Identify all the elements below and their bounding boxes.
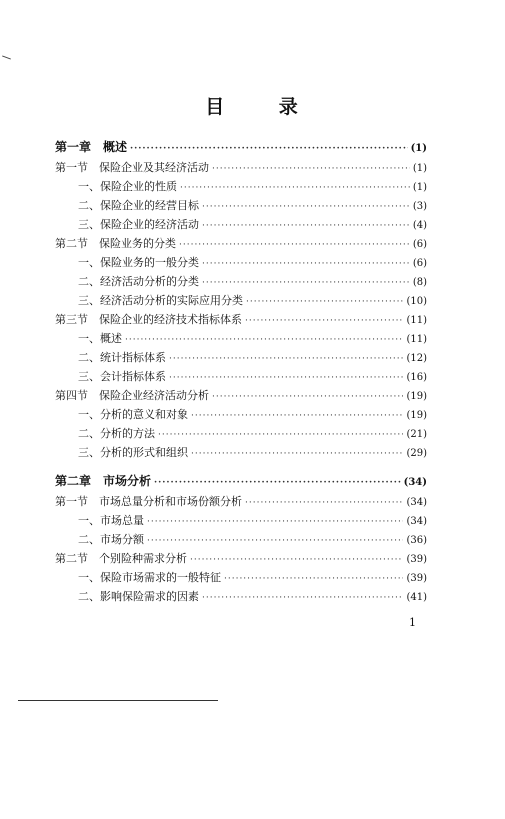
- toc-entry-page: (39): [406, 554, 427, 565]
- toc-entry-title: 三、经济活动分析的实际应用分类: [78, 294, 243, 307]
- toc-item[interactable]: [55, 330, 427, 349]
- toc-entry-title: 三、会计指标体系: [78, 370, 166, 383]
- toc-item[interactable]: [55, 349, 427, 368]
- dot-leader: [212, 392, 403, 402]
- toc-section[interactable]: [55, 387, 427, 406]
- dot-leader: [158, 430, 403, 440]
- dot-leader: [202, 259, 410, 269]
- toc-entry-page: (6): [412, 239, 427, 250]
- toc-item[interactable]: [55, 444, 427, 463]
- toc-item[interactable]: [55, 197, 427, 216]
- toc-item[interactable]: [55, 406, 427, 425]
- dot-leader: [202, 593, 403, 603]
- toc-entry-page: (41): [406, 592, 427, 603]
- toc-entry-title: 第一节 保险企业及其经济活动: [55, 161, 209, 174]
- toc-entry-page: (1): [410, 143, 427, 154]
- dot-leader: [212, 164, 410, 174]
- page-title: 目 录: [205, 96, 322, 118]
- toc-item[interactable]: [55, 512, 427, 531]
- dot-leader: [180, 183, 410, 193]
- dot-leader: [169, 373, 403, 383]
- toc-item[interactable]: [55, 254, 427, 273]
- toc-entry-page: (1): [412, 182, 427, 193]
- toc-entry-title: 一、保险市场需求的一般特征: [78, 571, 221, 584]
- dot-leader: [191, 411, 403, 421]
- toc-item[interactable]: [55, 368, 427, 387]
- toc-entry-page: (11): [406, 315, 427, 326]
- toc-entry-title: 二、统计指标体系: [78, 351, 166, 364]
- toc-entry-title: 一、保险业务的一般分类: [78, 256, 199, 269]
- toc-item[interactable]: [55, 178, 427, 197]
- toc-item[interactable]: [55, 569, 427, 588]
- dot-leader: [224, 574, 403, 584]
- toc-entry-title: 三、分析的形式和组织: [78, 446, 188, 459]
- toc-entry-title: 第二节 个别险种需求分析: [55, 552, 187, 565]
- scan-mark: [2, 55, 11, 59]
- toc-entry-title: 一、保险企业的性质: [78, 180, 177, 193]
- toc-section[interactable]: [55, 311, 427, 330]
- dot-leader: [147, 536, 403, 546]
- dot-leader: [191, 449, 403, 459]
- toc-entry-title: 二、影响保险需求的因素: [78, 590, 199, 603]
- dot-leader: [246, 297, 403, 307]
- toc-entry-page: (39): [406, 573, 427, 584]
- toc-entry-page: (19): [406, 410, 427, 421]
- table-of-contents: [55, 138, 427, 607]
- page-number: 1: [409, 616, 416, 629]
- toc-entry-page: (8): [412, 277, 427, 288]
- toc-entry-title: 第一节 市场总量分析和市场份额分析: [55, 495, 242, 508]
- dot-leader: [154, 478, 401, 488]
- toc-section[interactable]: [55, 159, 427, 178]
- dot-leader: [202, 278, 410, 288]
- toc-section[interactable]: [55, 493, 427, 512]
- toc-entry-page: (19): [406, 391, 427, 402]
- dot-leader: [169, 354, 403, 364]
- toc-chapter[interactable]: [55, 138, 427, 159]
- toc-entry-page: (16): [406, 372, 427, 383]
- toc-chapter[interactable]: [55, 472, 427, 493]
- dot-leader: [202, 221, 410, 231]
- toc-entry-page: (3): [412, 201, 427, 212]
- toc-entry-page: (11): [406, 334, 427, 345]
- toc-entry-page: (10): [406, 296, 427, 307]
- dot-leader: [245, 498, 403, 508]
- toc-entry-title: 第三节 保险企业的经济技术指标体系: [55, 313, 242, 326]
- toc-entry-title: 一、市场总量: [78, 514, 144, 527]
- toc-item[interactable]: [55, 588, 427, 607]
- toc-entry-page: (34): [406, 516, 427, 527]
- toc-entry-title: 一、分析的意义和对象: [78, 408, 188, 421]
- dot-leader: [202, 202, 410, 212]
- toc-entry-page: (4): [412, 220, 427, 231]
- dot-leader: [130, 144, 408, 154]
- toc-entry-page: (12): [406, 353, 427, 364]
- toc-entry-title: 三、保险企业的经济活动: [78, 218, 199, 231]
- dot-leader: [245, 316, 403, 326]
- dot-leader: [190, 555, 403, 565]
- toc-item[interactable]: [55, 531, 427, 550]
- toc-entry-page: (34): [406, 497, 427, 508]
- toc-entry-title: 二、市场分额: [78, 533, 144, 546]
- toc-entry-title: 第二节 保险业务的分类: [55, 237, 176, 250]
- toc-entry-title: 一、概述: [78, 332, 122, 345]
- toc-entry-page: (29): [406, 448, 427, 459]
- toc-entry-title: 二、经济活动分析的分类: [78, 275, 199, 288]
- toc-entry-page: (6): [412, 258, 427, 269]
- toc-item[interactable]: [55, 216, 427, 235]
- toc-entry-page: (1): [412, 163, 427, 174]
- toc-entry-title: 第一章 概述: [55, 140, 128, 154]
- dot-leader: [147, 517, 403, 527]
- toc-entry-page: (34): [403, 477, 427, 488]
- toc-item[interactable]: [55, 425, 427, 444]
- toc-item[interactable]: [55, 292, 427, 311]
- toc-entry-title: 第四节 保险企业经济活动分析: [55, 389, 209, 402]
- toc-entry-title: 二、分析的方法: [78, 427, 155, 440]
- toc-section[interactable]: [55, 550, 427, 569]
- toc-item[interactable]: [55, 273, 427, 292]
- toc-entry-page: (36): [406, 535, 427, 546]
- footer-rule: [18, 700, 218, 701]
- toc-section[interactable]: [55, 235, 427, 254]
- toc-entry-page: (21): [406, 429, 427, 440]
- dot-leader: [179, 240, 410, 250]
- toc-entry-title: 二、保险企业的经营目标: [78, 199, 199, 212]
- toc-entry-title: 第二章 市场分析: [55, 474, 152, 488]
- dot-leader: [125, 335, 403, 345]
